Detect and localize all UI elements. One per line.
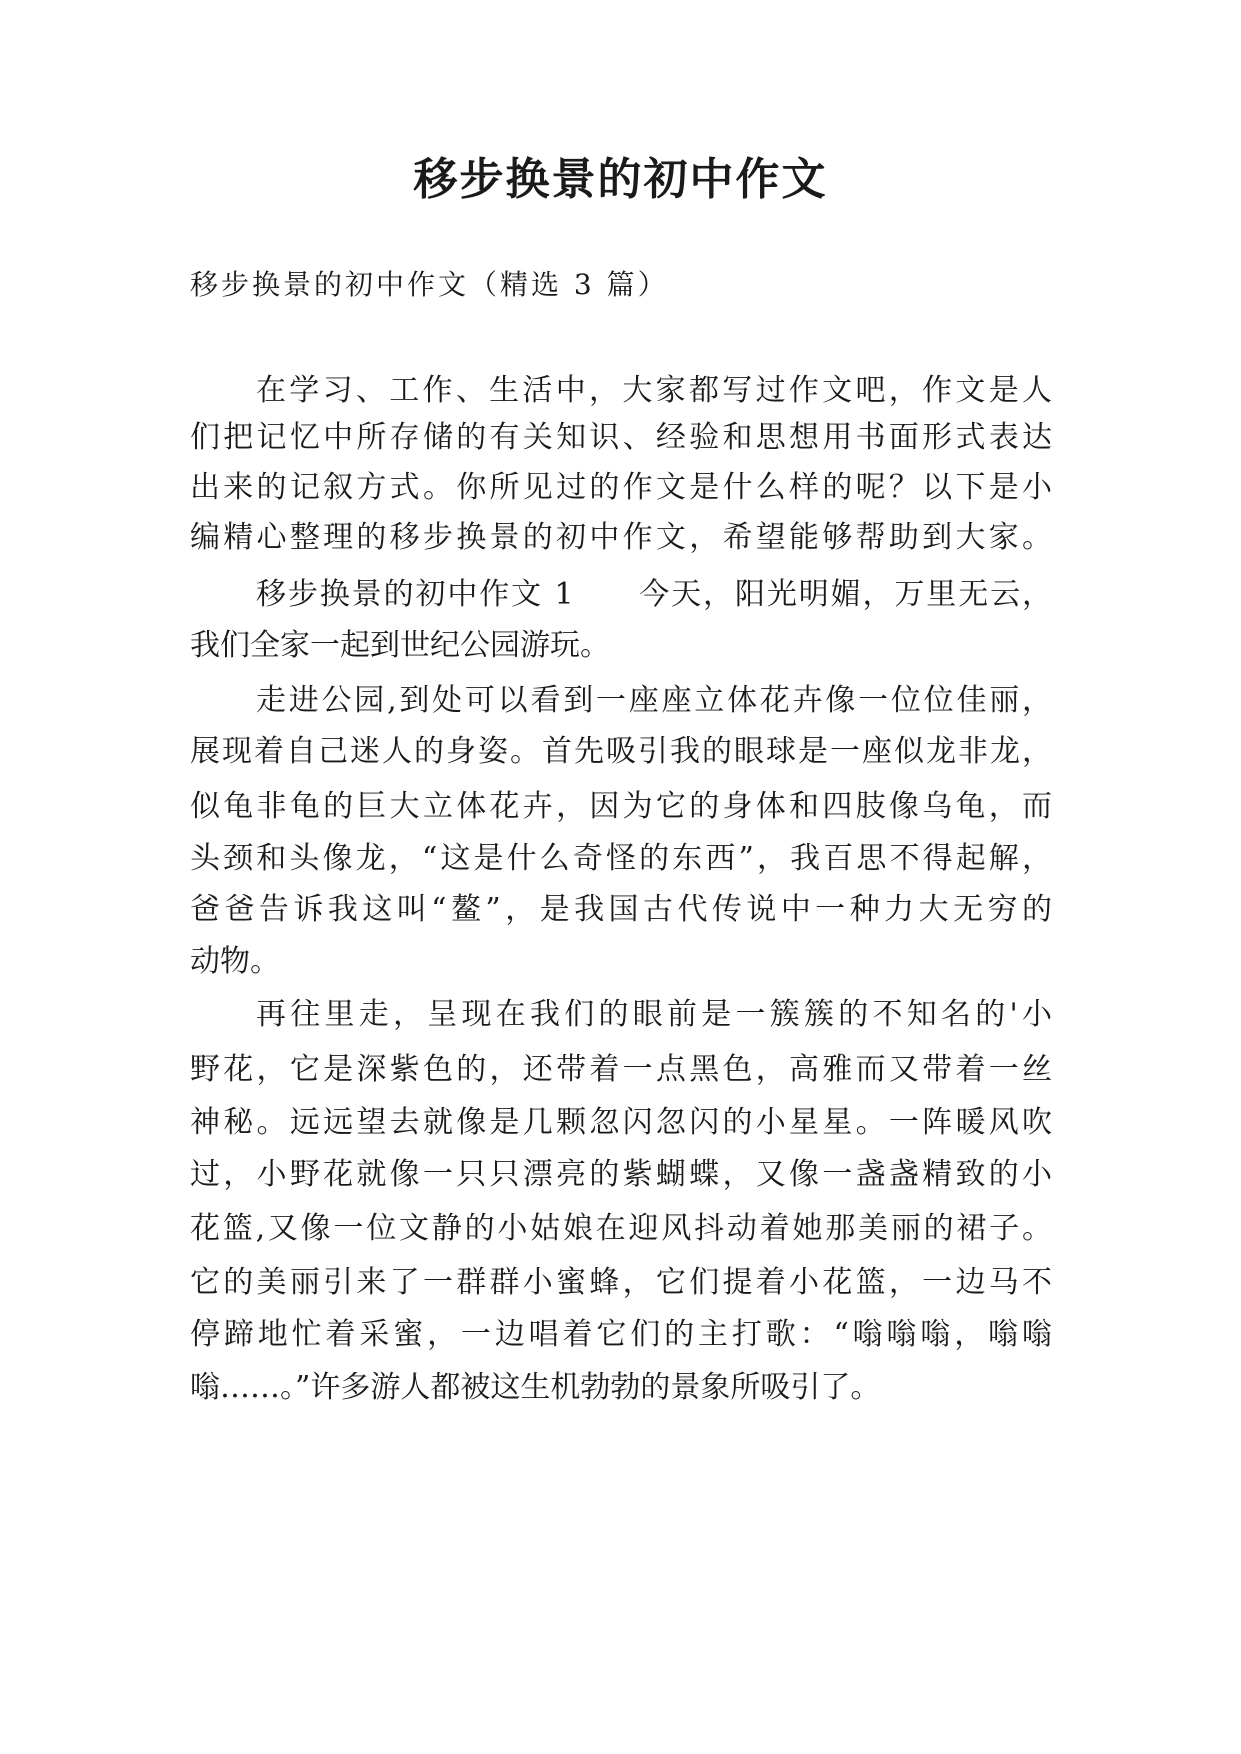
text-line: 神秘。远远望去就像是几颗忽闪忽闪的小星星。一阵暖风吹	[190, 1105, 1052, 1140]
text-line: 头颈和头像龙，“这是什么奇怪的东西”，我百思不得起解，	[190, 841, 1052, 876]
text-line: 走进公园,到处可以看到一座座立体花卉像一位位佳丽，	[256, 683, 1052, 718]
text-line: 出来的记叙方式。你所见过的作文是什么样的呢？以下是小	[190, 470, 1052, 505]
text-line: 嗡……。”许多游人都被这生机勃勃的景象所吸引了。	[190, 1370, 881, 1405]
text-line: 花篮,又像一位文静的小姑娘在迎风抖动着她那美丽的裙子。	[190, 1211, 1052, 1246]
text-line: 再往里走，呈现在我们的眼前是一簇簇的不知名的'小	[256, 997, 1052, 1032]
document-title: 移步换景的初中作文	[413, 154, 828, 205]
text-line: 它的美丽引来了一群群小蜜蜂，它们提着小花篮，一边马不	[190, 1265, 1052, 1300]
text-line: 们把记忆中所存储的有关知识、经验和思想用书面形式表达	[190, 420, 1052, 455]
text-line: 爸爸告诉我这叫“鳌”，是我国古代传说中一种力大无穷的	[190, 892, 1052, 927]
text-line: 野花，它是深紫色的，还带着一点黑色，高雅而又带着一丝	[190, 1052, 1052, 1087]
text-line: 动物。	[190, 944, 280, 979]
text-line: 停蹄地忙着采蜜，一边唱着它们的主打歌：“嗡嗡嗡，嗡嗡	[190, 1317, 1052, 1352]
document-subtitle: 移步换景的初中作文（精选 3 篇）	[190, 268, 669, 301]
text-line: 移步换景的初中作文 1 今天，阳光明媚，万里无云，	[256, 577, 1052, 612]
text-line: 展现着自己迷人的身姿。首先吸引我的眼球是一座似龙非龙，	[190, 734, 1052, 769]
text-line: 在学习、工作、生活中，大家都写过作文吧，作文是人	[256, 373, 1052, 408]
text-line: 过，小野花就像一只只漂亮的紫蝴蝶，又像一盏盏精致的小	[190, 1157, 1052, 1192]
text-line: 编精心整理的移步换景的初中作文，希望能够帮助到大家。	[190, 520, 1052, 555]
text-line: 似龟非龟的巨大立体花卉，因为它的身体和四肢像乌龟，而	[190, 789, 1052, 824]
text-line: 我们全家一起到世纪公园游玩。	[190, 628, 610, 663]
